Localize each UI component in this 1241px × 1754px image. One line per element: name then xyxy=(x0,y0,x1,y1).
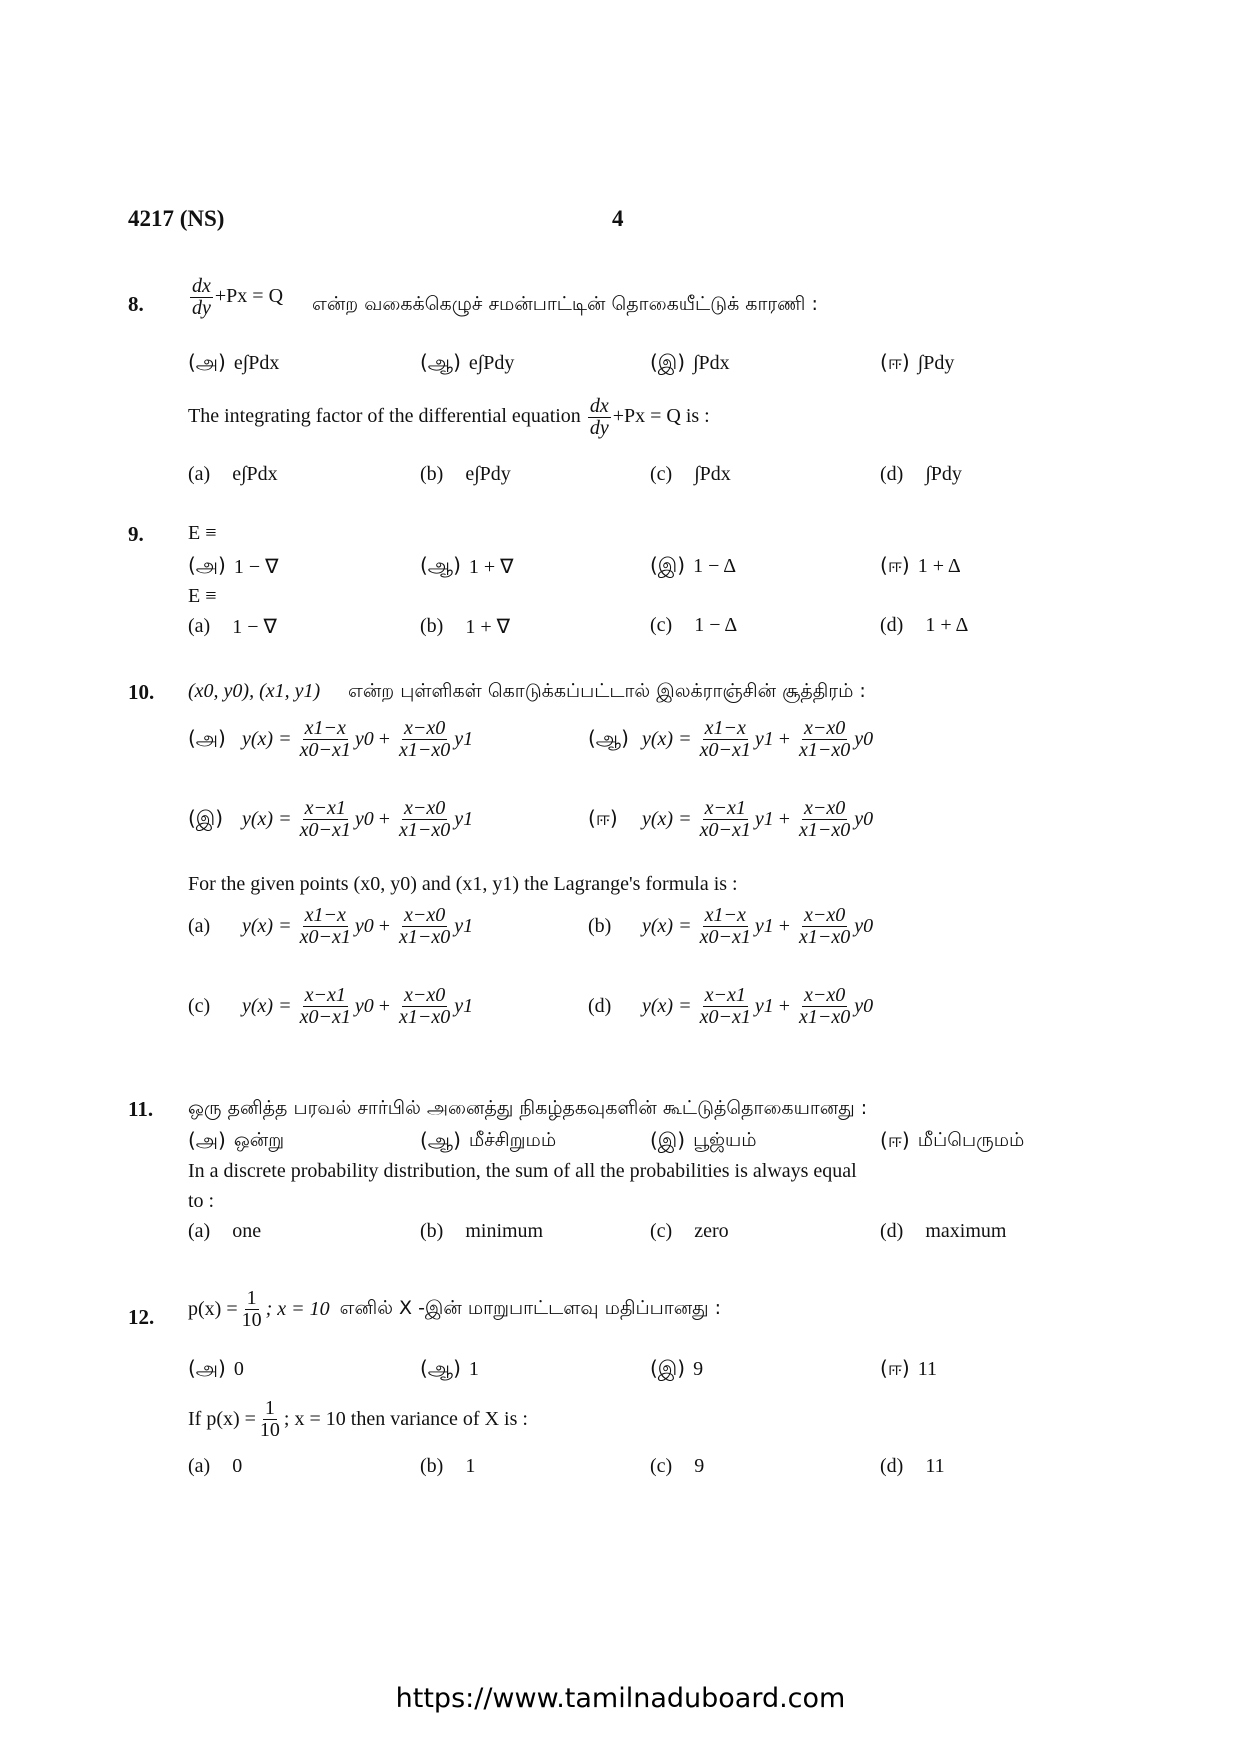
question-10-english-text: For the given points (x0, y0) and (x1, y1) the Lagrange's formula is : xyxy=(188,873,738,895)
question-12-option-b-tamil: (ஆ) 1 xyxy=(420,1356,479,1380)
question-10-option-c: (c) y(x) = $\frac{x-x1}{x0-x1}$ y0 + $\frac{x-x0}{x1-x0}$ y1 xyxy=(188,984,474,1028)
question-8-option-b: (b) e∫Pdy xyxy=(420,463,511,485)
question-11-option-d: (d) maximum xyxy=(880,1220,1007,1242)
question-10-points: (x0, y0), (x1, y1) xyxy=(188,680,321,702)
question-10-option-b-tamil: (ஆ) y(x) = $\frac{x1-x}{x0-x1}$ y1 + $\frac{x-x0}{x1-x0}$ y0 xyxy=(588,717,874,761)
paper-code: 4217 (NS) xyxy=(128,206,225,231)
question-9-stem-english: E ≡ xyxy=(188,585,217,607)
question-10-option-c-tamil: (இ) y(x) = $\frac{x-x1}{x0-x1}$ y0 + $\frac{x-x0}{x1-x0}$ y1 xyxy=(188,797,474,841)
question-9-option-d-tamil: (ஈ) 1 + Δ xyxy=(880,553,961,577)
question-8-option-a-tamil: (அ) e∫Pdx xyxy=(188,350,280,374)
question-9-option-d: (d) 1 + Δ xyxy=(880,614,969,636)
question-9-number: 9. xyxy=(128,522,144,546)
question-12-english-stem: If p(x) = $\frac{1}{10}$ ; x = 10 then variance of X is : xyxy=(188,1397,528,1441)
question-11-english-line2: to : xyxy=(188,1190,215,1212)
question-8-equation: $\frac{dx}{dy}$ +Px = Q xyxy=(192,275,284,319)
question-11-option-a: (a) one xyxy=(188,1220,262,1242)
question-8-option-a: (a) e∫Pdx xyxy=(188,463,278,485)
question-8-option-d: (d) ∫Pdy xyxy=(880,463,962,485)
question-12-option-c-tamil: (இ) 9 xyxy=(650,1356,704,1380)
question-12-option-a-tamil: (அ) 0 xyxy=(188,1356,244,1380)
question-10-option-d: (d) y(x) = $\frac{x-x1}{x0-x1}$ y1 + $\frac{x-x0}{x1-x0}$ y0 xyxy=(588,984,874,1028)
question-9-option-a: (a) 1 − ∇ xyxy=(188,615,277,638)
question-10-number: 10. xyxy=(128,680,155,704)
question-11-english-line1: In a discrete probability distribution, the sum of all the probabilities is always equal xyxy=(188,1160,857,1182)
question-9-option-c: (c) 1 − Δ xyxy=(650,614,738,636)
question-11-option-b-tamil: (ஆ) மீச்சிறுமம் xyxy=(420,1128,557,1152)
question-11-option-c-tamil: (இ) பூஜ்யம் xyxy=(650,1128,757,1152)
question-11-tamil-text: ஒரு தனித்த பரவல் சார்பில் அனைத்து நிகழ்தகவுகளின் கூட்டுத்தொகையானது : xyxy=(188,1097,868,1119)
question-11-option-c: (c) zero xyxy=(650,1220,729,1242)
question-8-option-d-tamil: (ஈ) ∫Pdy xyxy=(880,350,955,374)
question-12-option-b: (b) 1 xyxy=(420,1455,476,1477)
question-10-option-b: (b) y(x) = $\frac{x1-x}{x0-x1}$ y1 + $\frac{x-x0}{x1-x0}$ y0 xyxy=(588,904,874,948)
question-12-option-d: (d) 11 xyxy=(880,1455,945,1477)
question-11-option-d-tamil: (ஈ) மீப்பெருமம் xyxy=(880,1128,1025,1152)
question-11-number: 11. xyxy=(128,1097,154,1121)
question-9-option-a-tamil: (அ) 1 − ∇ xyxy=(188,553,279,578)
question-10-option-a-tamil: (அ) y(x) = $\frac{x1-x}{x0-x1}$ y0 + $\frac{x-x0}{x1-x0}$ y1 xyxy=(188,717,474,761)
question-12-number: 12. xyxy=(128,1305,155,1329)
question-12-option-a: (a) 0 xyxy=(188,1455,243,1477)
footer-url: https://www.tamilnaduboard.com xyxy=(395,1683,846,1714)
question-10-option-d-tamil: (ஈ) y(x) = $\frac{x-x1}{x0-x1}$ y1 + $\frac{x-x0}{x1-x0}$ y0 xyxy=(588,797,874,841)
question-9-option-c-tamil: (இ) 1 − Δ xyxy=(650,553,737,577)
question-9-option-b-tamil: (ஆ) 1 + ∇ xyxy=(420,553,514,578)
question-10-tamil-text: என்ற புள்ளிகள் கொடுக்கப்பட்டால் இலக்ராஞ்சின் சூத்திரம் : xyxy=(348,680,866,702)
page-number: 4 xyxy=(612,206,624,231)
question-8-english-text: The integrating factor of the differential equation $\frac{dx}{dy}$ +Px = Q is : xyxy=(188,395,710,439)
question-11-option-a-tamil: (அ) ஒன்று xyxy=(188,1128,285,1152)
question-8-number: 8. xyxy=(128,292,144,316)
question-8-option-c-tamil: (இ) ∫Pdx xyxy=(650,350,730,374)
question-8-option-b-tamil: (ஆ) e∫Pdy xyxy=(420,350,515,374)
question-11-option-b: (b) minimum xyxy=(420,1220,544,1242)
question-12-option-d-tamil: (ஈ) 11 xyxy=(880,1356,937,1380)
question-12-tamil-stem: p(x) = $\frac{1}{10}$ ; x = 10 எனில் X -இன் மாறுபாட்டளவு மதிப்பானது : xyxy=(188,1287,722,1331)
question-10-option-a: (a) y(x) = $\frac{x1-x}{x0-x1}$ y0 + $\frac{x-x0}{x1-x0}$ y1 xyxy=(188,904,474,948)
question-9-option-b: (b) 1 + ∇ xyxy=(420,615,510,638)
question-8-option-c: (c) ∫Pdx xyxy=(650,463,731,485)
question-12-option-c: (c) 9 xyxy=(650,1455,705,1477)
question-9-stem-tamil: E ≡ xyxy=(188,522,217,544)
question-8-tamil-text: என்ற வகைக்கெழுச் சமன்பாட்டின் தொகையீட்டுக் காரணி : xyxy=(312,293,818,315)
